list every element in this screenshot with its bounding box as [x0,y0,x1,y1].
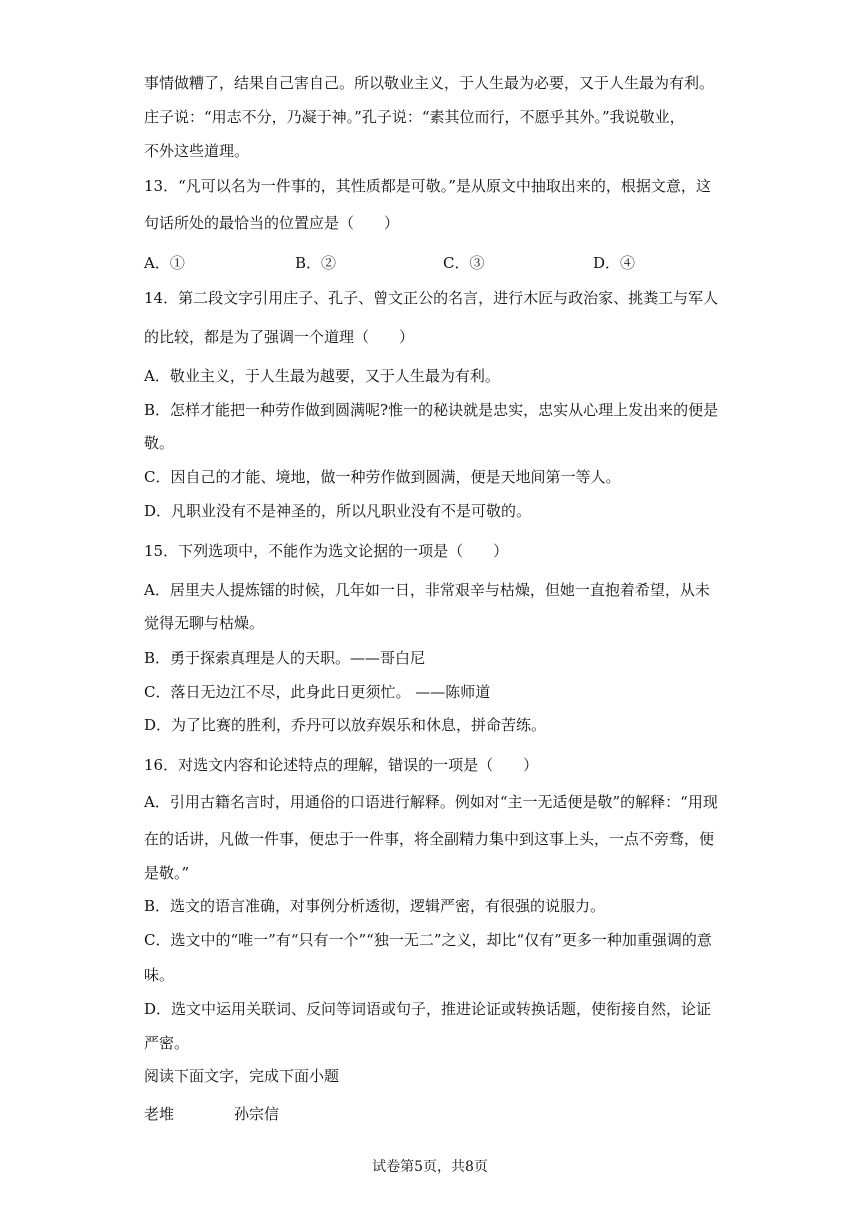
q16-option-b: B．选文的语言准确，对事例分析透彻，逻辑严密，有很强的说服力。 [144,897,606,915]
q14-option-a: A．敬业主义，于人生最为越要，又于人生最为有利。 [144,367,500,385]
reading-title-line [144,1104,280,1124]
reading-instruction: 阅读下面文字，完成下面小题 [144,1067,340,1085]
q16-option-c-line-1: C．选文中的“唯一”有“只有一个”“独一无二”之义，却比“仅有”更多一种加重强调的意 [144,931,712,949]
q16-option-c-line-2: 味。 [144,966,175,984]
q15-option-d: D．为了比赛的胜利，乔丹可以放弃娱乐和休息，拼命苦练。 [144,716,547,734]
q13-option-d: D．④ [593,254,636,272]
q13-stem-line-2: 句话所处的最恰当的位置应是（ ） [144,214,400,232]
q16-option-d-line-2: 严密。 [144,1034,190,1052]
q13-option-c: C．③ [443,254,485,272]
q15-option-a-line-2: 觉得无聊与枯燥。 [144,614,265,632]
page-footer: 试卷第5页，共8页 [372,1159,488,1175]
story-title: 老堆 [144,1105,175,1123]
q14-stem-line-2: 的比较，都是为了强调一个道理（ ） [144,328,415,346]
story-author: 孙宗信 [234,1105,280,1123]
q14-option-c: C．因自己的才能、境地，做一种劳作做到圆满，便是天地间第一等人。 [144,468,621,486]
q16-option-a-line-1: A．引用古籍名言时，用通俗的口语进行解释。例如对“主一无适便是敬”的解释：“用现 [144,793,718,811]
q16-stem: 16．对选文内容和论述特点的理解，错误的一项是（ ） [144,756,539,774]
q14-option-b-line-1: B．怎样才能把一种劳作做到圆满呢?惟一的秘诀就是忠实，忠实从心理上发出来的便是 [144,401,719,419]
q15-stem: 15．下列选项中，不能作为选文论据的一项是（ ） [144,542,509,560]
q15-option-b: B．勇于探索真理是人的天职。——哥白尼 [144,649,426,667]
passage-line-3: 不外这些道理。 [144,142,250,160]
q16-option-a-line-2: 在的话讲，凡做一件事，便忠于一件事，将全副精力集中到这事上头，一点不旁骛，便 [144,830,715,848]
q13-options [144,253,744,273]
q13-stem-line-1: 13．“凡可以名为一件事的，其性质都是可敬。”是从原文中抽取出来的，根据文意，这 [144,177,711,195]
q14-stem-line-1: 14．第二段文字引用庄子、孔子、曾文正公的名言，进行木匠与政治家、挑粪工与军人 [144,289,719,307]
q14-option-b-line-2: 敬。 [144,434,175,452]
passage-line-1: 事情做糟了，结果自己害自己。所以敬业主义，于人生最为必要，又于人生最为有利。 [144,74,715,92]
q14-option-d: D．凡职业没有不是神圣的，所以凡职业没有不是可敬的。 [144,502,532,520]
q16-option-a-line-3: 是敬。” [144,864,190,882]
q15-option-c: C．落日无边江不尽，此身此日更须忙。 ——陈师道 [144,683,491,701]
q13-option-a: A．① [144,254,185,272]
passage-line-2: 庄子说：“用志不分，乃凝于神。”孔子说：“素其位而行，不愿乎其外。”我说敬业， [144,108,685,126]
q15-option-a-line-1: A．居里夫人提炼镭的时候，几年如一日，非常艰辛与枯燥，但她一直抱着希望，从未 [144,581,710,599]
q13-option-b: B．② [295,254,337,272]
q16-option-d-line-1: D．选文中运用关联词、反问等词语或句子，推进论证或转换话题，使衔接自然，论证 [144,1000,712,1018]
